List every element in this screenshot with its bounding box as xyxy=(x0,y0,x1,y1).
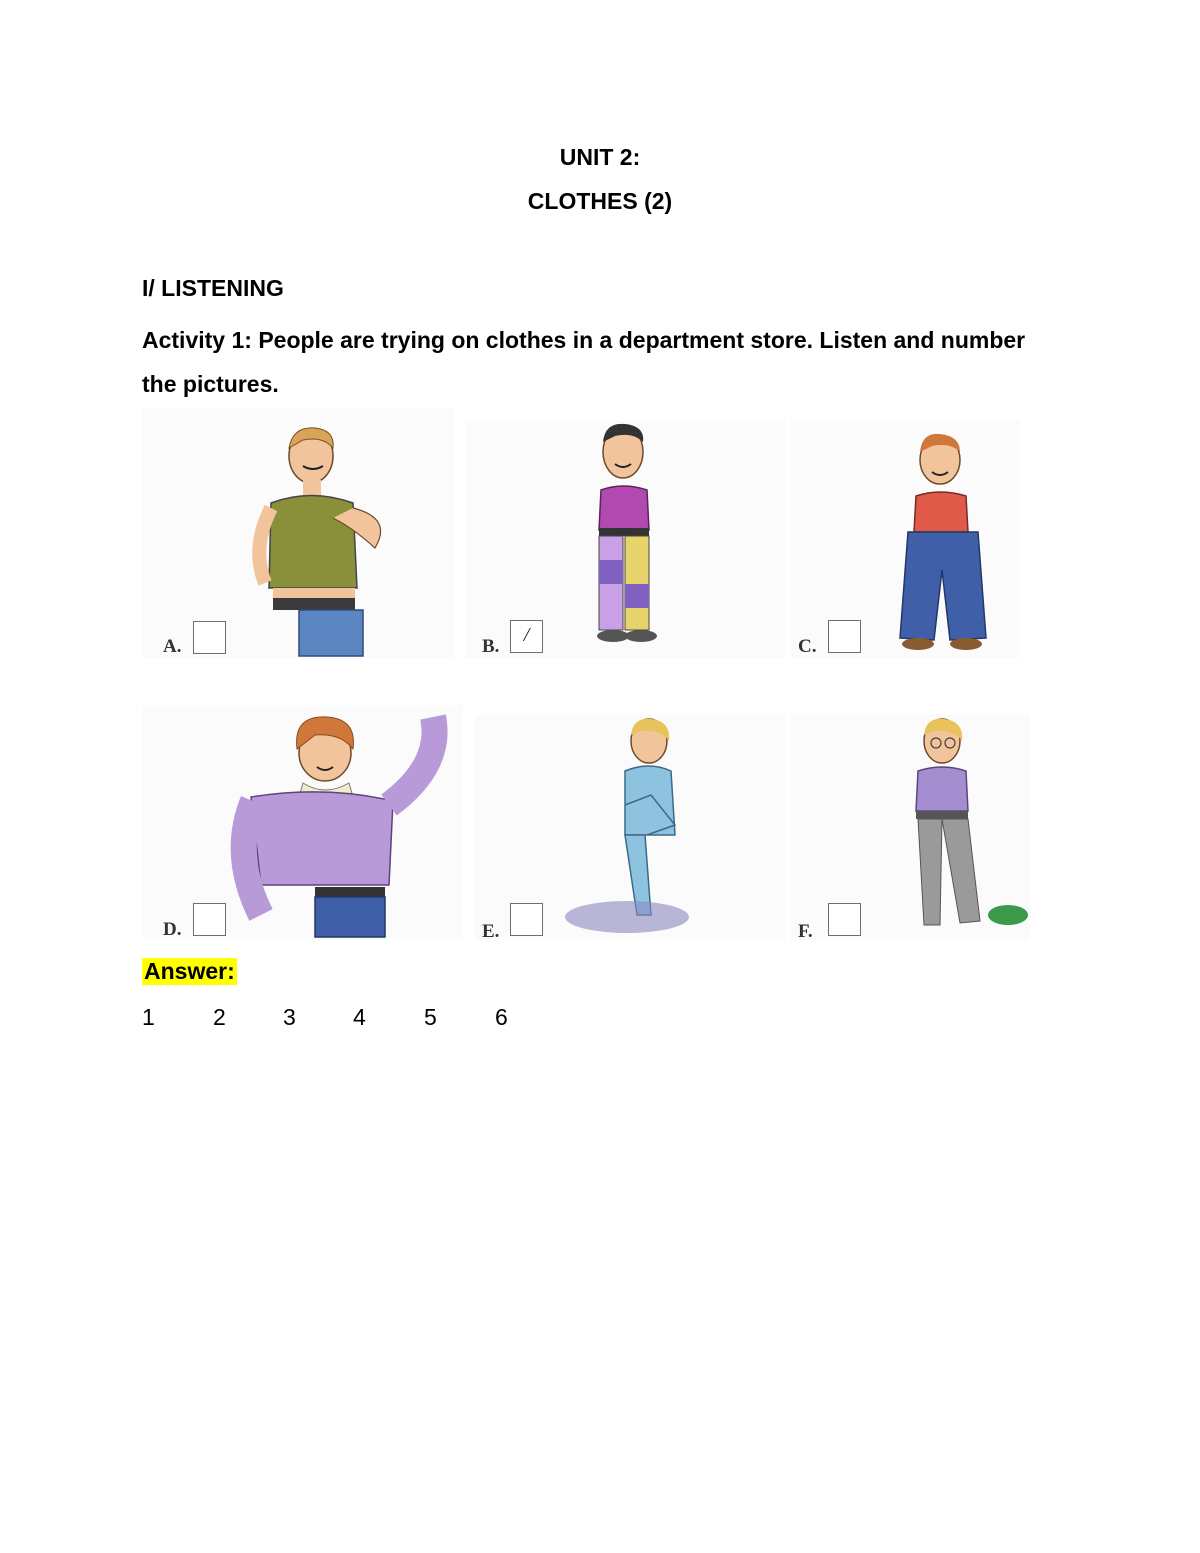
picture-letter: B. xyxy=(482,636,500,657)
picture-e xyxy=(475,715,785,940)
unit-title: UNIT 2: xyxy=(559,144,641,170)
woman-long-pants-illustration xyxy=(790,715,1030,940)
answer-label: Answer: xyxy=(144,958,235,984)
section-heading: I/ LISTENING xyxy=(142,275,284,301)
answer-checkbox[interactable] xyxy=(828,620,861,653)
picture-letter: A. xyxy=(163,636,182,657)
picture-letter: D. xyxy=(163,919,182,940)
picture-a xyxy=(143,408,453,658)
activity-instruction: Activity 1: People are trying on clothes in a department store. Listen and number the pictures. xyxy=(142,327,1026,397)
answer-number: 3 xyxy=(283,1004,296,1030)
answer-number: 5 xyxy=(424,1004,437,1030)
picture-f xyxy=(790,715,1030,940)
answer-checkbox[interactable] xyxy=(510,903,543,936)
answer-number: 1 xyxy=(142,1004,155,1030)
answer-checkbox[interactable]: / xyxy=(510,620,543,653)
boy-baggy-jeans-illustration xyxy=(790,420,1020,658)
picture-b xyxy=(465,420,785,658)
unit-subtitle: CLOTHES (2) xyxy=(527,188,673,214)
picture-c xyxy=(790,420,1020,658)
answer-checkbox[interactable] xyxy=(193,621,226,654)
picture-letter: E. xyxy=(482,921,500,942)
answer-checkbox[interactable] xyxy=(828,903,861,936)
answer-number: 4 xyxy=(353,1004,366,1030)
man-tight-shirt-illustration xyxy=(143,408,453,658)
picture-d xyxy=(143,705,463,940)
woman-sweater-illustration xyxy=(143,705,463,940)
answer-number: 6 xyxy=(495,1004,508,1030)
answer-number: 2 xyxy=(213,1004,226,1030)
picture-letter: F. xyxy=(798,921,813,942)
picture-letter: C. xyxy=(798,636,817,657)
answer-checkbox[interactable] xyxy=(193,903,226,936)
